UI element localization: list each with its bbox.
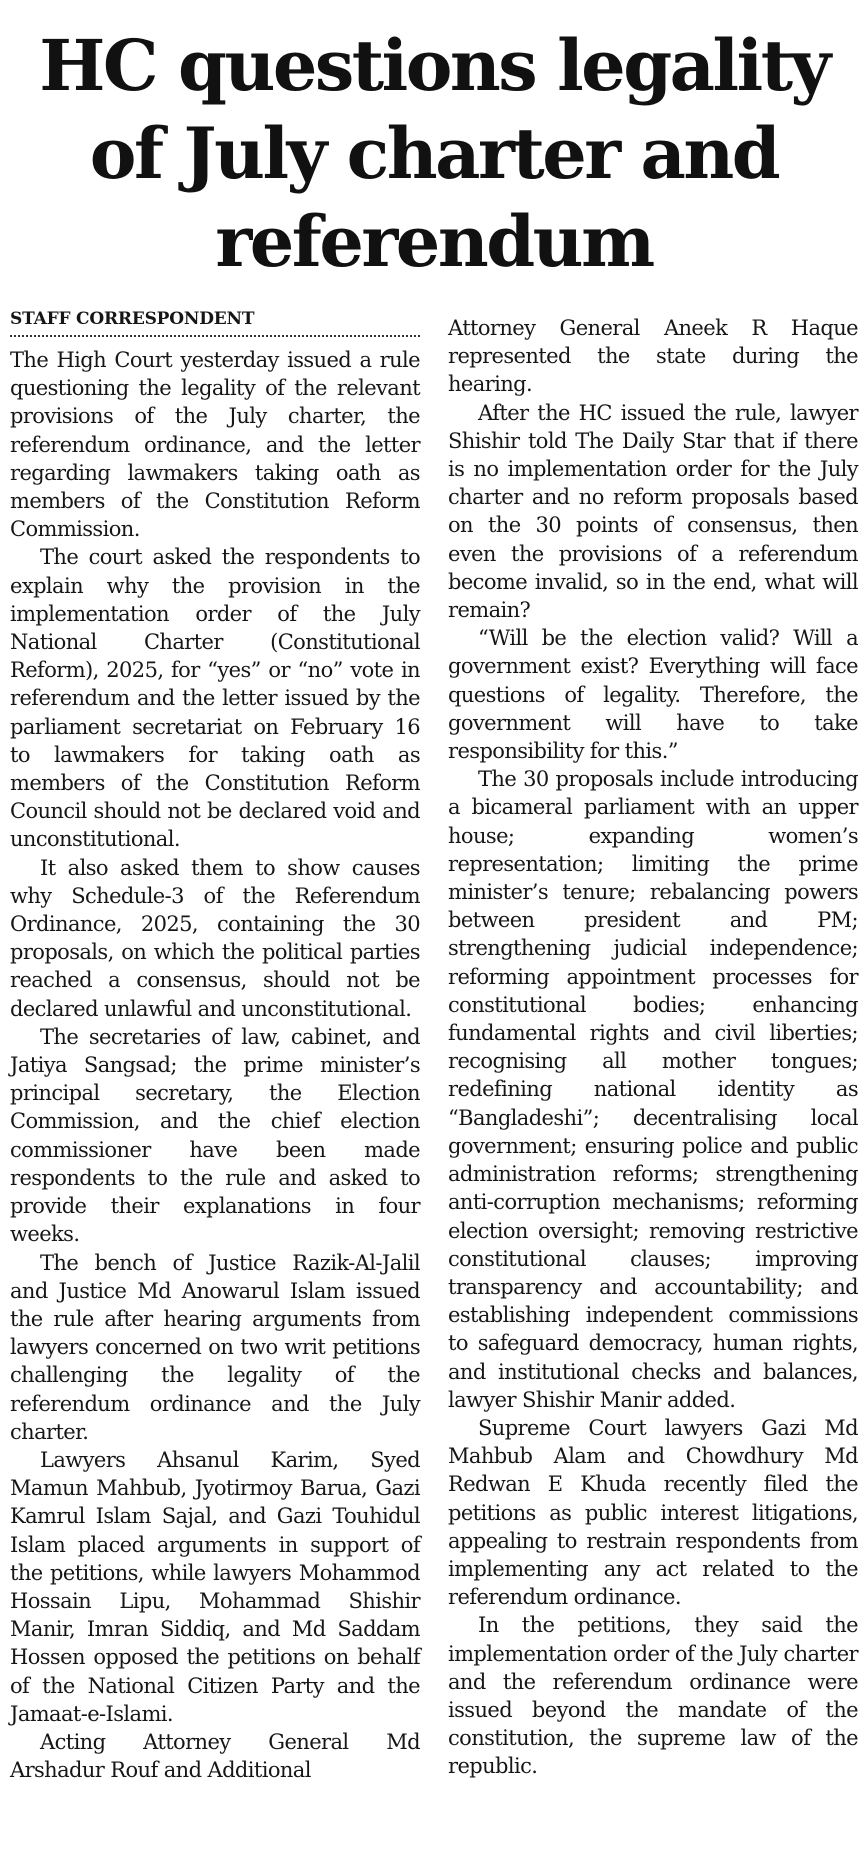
paragraph: The court asked the respondents to explain why the provision in the implementation order of the July National Charter (Constitutional Reform), 2025, for “yes” or “no” vote in referendum and the letter issued by the parliament secretariat on February 16 to lawmakers for taking oath as members of the Constitution Reform Council should not be declared void and unconstitutional. (10, 545, 420, 852)
paragraph: The bench of Justice Razik-Al-Jalil and Justice Md Anowarul Islam issued the rule after hearing arguments from lawyers concerned on two writ petitions challenging the legality of the referendum ordinance and the July charter. (10, 1250, 420, 1444)
paragraph: The secretaries of law, cabinet, and Jatiya Sangsad; the prime minister’s principal secretary, the Election Commission, and the chief election commissioner have been made respondents to the rule and asked to provide their explanations in four weeks. (10, 1024, 420, 1247)
paragraph: Attorney General Aneek R Haque represented the state during the hearing. (448, 316, 858, 397)
byline: STAFF CORRESPONDENT (10, 308, 420, 337)
paragraph: The High Court yesterday issued a rule questioning the legality of the relevant provisions of the July charter, the referendum ordinance, and the letter regarding lawmakers taking oath as members of the Constitution Reform Commission. (10, 348, 420, 542)
paragraph: Supreme Court lawyers Gazi Md Mahbub Alam and Chowdhury Md Redwan E Khuda recently filed the petitions as public interest litigations, appealing to restrain respondents from implementing any act related to the referendum ordinance. (448, 1415, 858, 1610)
article-column-right (448, 314, 858, 1781)
paragraph: Acting Attorney General Md Arshadur Rouf and Additional (10, 1729, 420, 1783)
paragraph: After the HC issued the rule, lawyer Shishir told The Daily Star that if there is no implementation order for the July charter and no reform proposals based on the 30 points of consensus, then even the provisions of a referendum become invalid, so in the end, what will remain? (448, 400, 858, 623)
headline: HC questions legality of July charter and referendum (39, 24, 829, 283)
paragraph: It also asked them to show causes why Schedule-3 of the Referendum Ordinance, 2025, containing the 30 proposals, on which the political parties reached a consensus, should not be declared unlawful and unconstitutional. (10, 855, 420, 1021)
paragraph: In the petitions, they said the implementation order of the July charter and the referendum ordinance were issued beyond the mandate of the constitution, the supreme law of the republic. (448, 1613, 858, 1779)
article-column-left (10, 308, 420, 1784)
paragraph: “Will be the election valid? Will a government exist? Everything will face questions of legality. Therefore, the government will have to take responsibility for this.” (448, 626, 858, 764)
paragraph: The 30 proposals include introducing a bicameral parliament with an upper house; expanding women’s representation; limiting the prime minister’s tenure; rebalancing powers between president and PM; strengthening judicial independence; reforming appointment processes for constitutional bodies; enhancing fundamental rights and civil liberties; recognising all mother tongues; redefining national identity as “Bangladeshi”; decentralising local government; ensuring police and public administration reforms; strengthening anti-corruption mechanisms; reforming election oversight; removing restrictive constitutional clauses; improving transparency and accountability; and establishing independent commissions to safeguard democracy, human rights, and institutional checks and balances, lawyer Shishir Manir added. (448, 767, 858, 1412)
paragraph: Lawyers Ahsanul Karim, Syed Mamun Mahbub, Jyotirmoy Barua, Gazi Kamrul Islam Sajal, and Gazi Touhidul Islam placed arguments in support of the petitions, while lawyers Mohammod Hossain Lipu, Mohammad Shishir Manir, Imran Siddiq, and Md Saddam Hossen opposed the petitions on behalf of the National Citizen Party and the Jamaat-e-Islami. (10, 1447, 420, 1726)
